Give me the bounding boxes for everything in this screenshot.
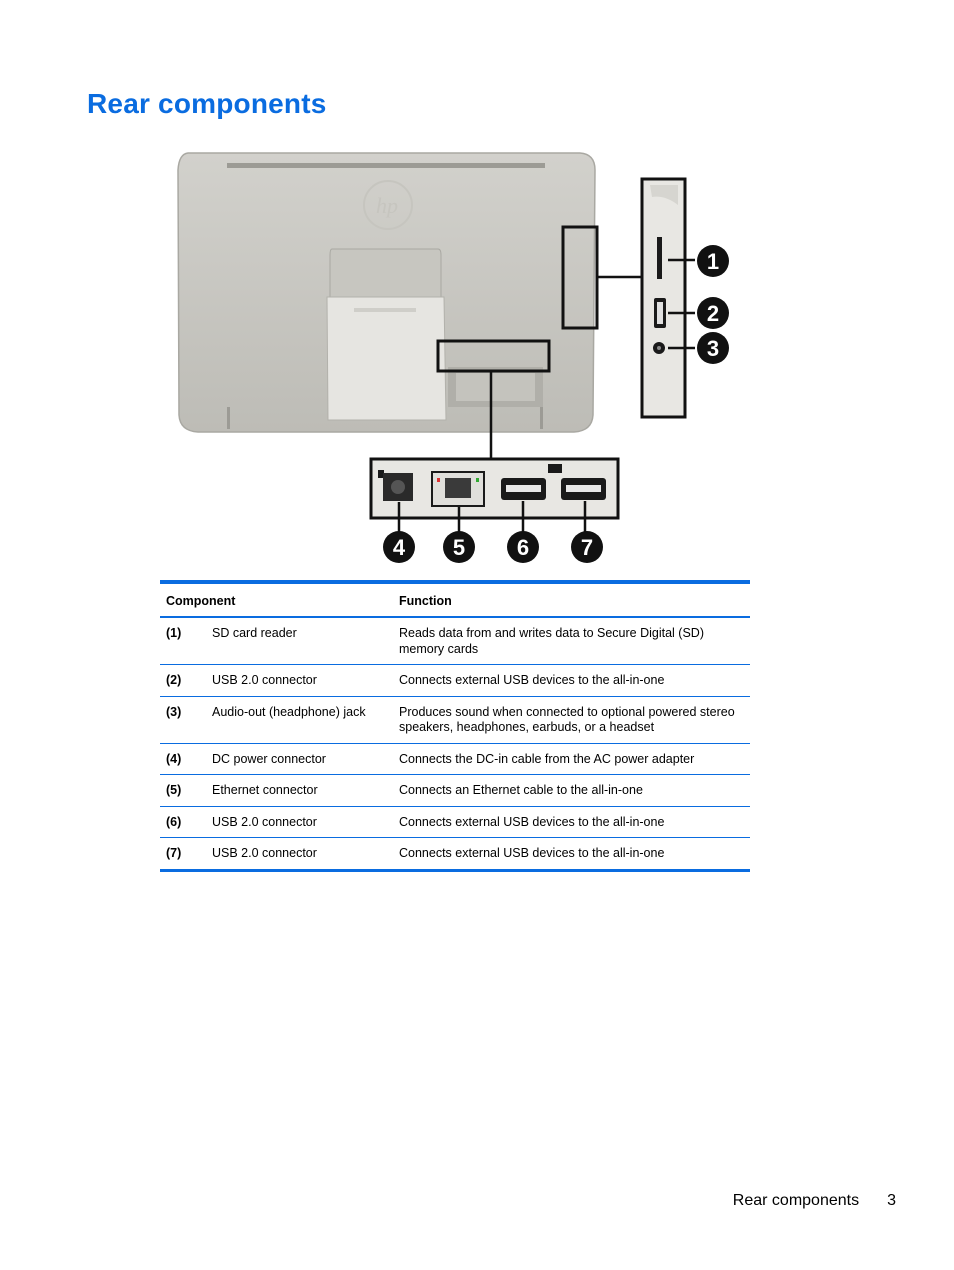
components-table [160,580,750,872]
page-footer [733,1192,896,1210]
side-port-panel [642,179,695,417]
callout-6 [507,531,539,563]
component-function: Connects an Ethernet cable to the all-in-one [399,783,643,797]
table-row [160,665,750,697]
svg-text:7: 7 [580,535,594,560]
svg-text:1: 1 [706,249,720,274]
bottom-port-panel [371,459,618,533]
component-name: USB 2.0 connector [212,673,317,687]
component-number: (1) [166,626,182,640]
component-column-header: Component [166,594,236,608]
component-function: Connects the DC-in cable from the AC power adapter [399,751,695,766]
svg-text:hp: hp [376,193,398,218]
table-row [160,617,750,665]
svg-text:6: 6 [516,535,530,560]
callout-4 [383,531,415,563]
component-number: (6) [166,814,182,829]
svg-text:5: 5 [452,535,466,560]
component-number: (4) [166,751,182,766]
page-number: 3 [887,1192,896,1209]
table-row [160,696,750,743]
page-title: Rear components [87,88,327,119]
callout-3 [697,332,729,364]
component-name: Audio-out (headphone) jack [212,704,366,719]
component-number: (7) [166,846,182,860]
table-row [160,806,750,838]
component-name: USB 2.0 connector [212,846,317,860]
component-number: (5) [166,783,182,797]
table-row [160,775,750,807]
component-number: (2) [166,673,182,687]
table-row [160,838,750,871]
component-name: Ethernet connector [212,783,318,797]
all-in-one-rear-view [178,153,597,432]
component-name: DC power connector [212,751,326,766]
sd-card-slot [657,237,662,279]
callout-1 [697,245,729,277]
component-name: SD card reader [212,626,297,640]
component-number: (3) [166,704,182,719]
component-function: Produces sound when connected to optional powered stereo speakers, headphones, earbuds, or a headset [399,704,735,734]
table-row [160,743,750,775]
table-header-row [160,582,750,617]
component-function: Connects external USB devices to the all-in-one [399,846,665,860]
callout-5 [443,531,475,563]
svg-text:2: 2 [706,301,720,326]
callout-2 [697,297,729,329]
component-function: Connects external USB devices to the all-in-one [399,814,665,829]
callout-7 [571,531,603,563]
rear-components-figure [170,145,770,575]
component-name: USB 2.0 connector [212,814,317,829]
component-function: Connects external USB devices to the all-in-one [399,673,665,687]
svg-text:4: 4 [392,535,406,560]
svg-text:3: 3 [706,336,720,361]
footer-section-title: Rear components [732,1192,860,1209]
component-function: Reads data from and writes data to Secure Digital (SD) memory cards [399,626,704,656]
function-column-header: Function [399,594,452,608]
